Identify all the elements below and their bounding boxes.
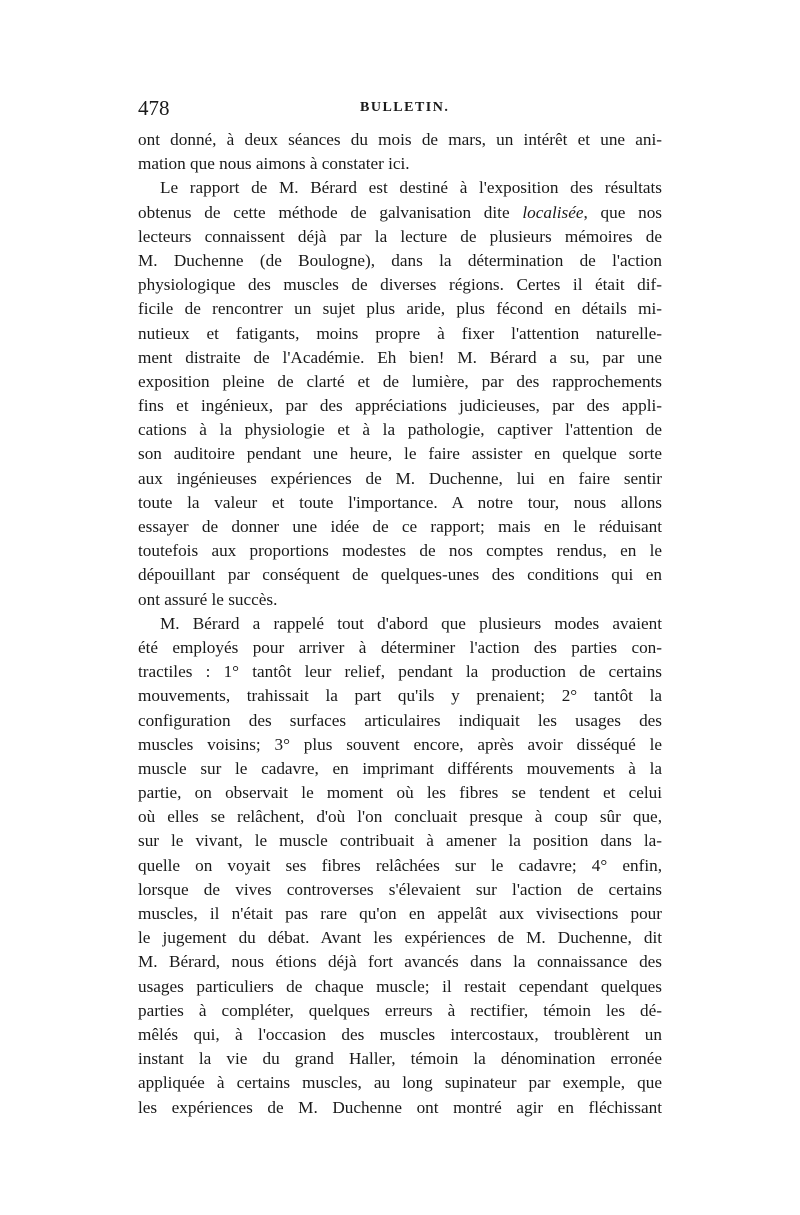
text-line: fins et ingénieux, par des appréciations judicieuses, par des appli-: [138, 396, 662, 416]
text-line: [138, 201, 662, 225]
text-line: muscles, il n'était pas rare qu'on en appelât aux vivisections pour: [138, 904, 662, 923]
text-line: ont donné, à deux séances du mois de mars, un intérêt et une ani-: [138, 130, 662, 149]
text-line: mation que nous aimons à constater ici.: [138, 154, 410, 174]
text-line: physiologique des muscles de diverses régions. Certes il était dif-: [138, 275, 662, 295]
text-line: M. Bérard a rappelé tout d'abord que plusieurs modes avaient: [160, 613, 662, 633]
text-line: sur le vivant, le muscle contribuait à amener la position dans la-: [138, 831, 662, 851]
text-line: configuration des surfaces articulaires indiquait les usages des: [138, 710, 662, 730]
text-segment: obtenus de cette méthode de galvanisation dite: [138, 202, 523, 222]
text-line: le jugement du débat. Avant les expériences de M. Duchenne, dit: [138, 928, 662, 948]
italic-term: localisée: [522, 202, 584, 222]
page-header: [138, 96, 662, 122]
text-line: toutefois aux proportions modestes de nos comptes rendus, en le: [138, 541, 662, 561]
text-line: essayer de donner une idée de ce rapport; mais en le réduisant: [138, 517, 662, 536]
text-line: lecteurs connaissent déjà par la lecture de plusieurs mémoires de: [138, 226, 662, 246]
text-line: muscles voisins; 3° plus souvent encore, après avoir disséqué le: [138, 734, 662, 754]
text-segment: , que nos: [583, 202, 662, 222]
book-page: [138, 96, 662, 1120]
text-line: muscle sur le cadavre, en imprimant différents mouvements à la: [138, 758, 662, 778]
text-line: exposition pleine de clarté et de lumière, par des rapprochements: [138, 371, 662, 391]
text-line: son auditoire pendant une heure, le faire assister en quelque sorte: [138, 444, 662, 464]
text-line: Le rapport de M. Bérard est destiné à l'exposition des résultats: [160, 178, 662, 198]
text-line: où elles se relâchent, d'où l'on concluait presque à coup sûr que,: [138, 807, 662, 827]
text-line: appliquée à certains muscles, au long supinateur par exemple, que: [138, 1073, 662, 1093]
text-line: lorsque de vives controverses s'élevaient sur l'action de certains: [138, 879, 662, 899]
text-line: tractiles : 1° tantôt leur relief, pendant la production de certains: [138, 662, 662, 682]
text-line: instant la vie du grand Haller, témoin la dénomination erronée: [138, 1049, 662, 1069]
text-line: toute la valeur et toute l'importance. A notre tour, nous allons: [138, 492, 662, 512]
text-line: aux ingénieuses expériences de M. Duchenne, lui en faire sentir: [138, 468, 662, 488]
text-line: usages particuliers de chaque muscle; il restait cependant quelques: [138, 976, 662, 996]
text-line: dépouillant par conséquent de quelques-unes des conditions qui en: [138, 565, 662, 585]
text-line: ont assuré le succès.: [138, 589, 278, 609]
text-line: les expériences de M. Duchenne ont montré agir en fléchissant: [138, 1097, 662, 1117]
body-text: [138, 128, 662, 1120]
page-number: 478: [138, 96, 170, 120]
text-line: ficile de rencontrer un sujet plus aride, plus fécond en détails mi-: [138, 299, 662, 319]
text-line: mêlés qui, à l'occasion des muscles intercostaux, troublèrent un: [138, 1024, 662, 1044]
text-line: ment distraite de l'Académie. Eh bien! M. Bérard a su, par une: [138, 347, 662, 367]
text-line: cations à la physiologie et à la pathologie, captiver l'attention de: [138, 420, 662, 440]
text-line: M. Duchenne (de Boulogne), dans la détermination de l'action: [138, 250, 662, 270]
running-head: BULLETIN.: [360, 100, 450, 115]
text-line: partie, on observait le moment où les fibres se tendent et celui: [138, 783, 662, 803]
text-line: mouvements, trahissait la part qu'ils y prenaient; 2° tantôt la: [138, 686, 662, 706]
text-line: parties à compléter, quelques erreurs à rectifier, témoin les dé-: [138, 1000, 662, 1020]
text-line: été employés pour arriver à déterminer l'action des parties con-: [138, 637, 662, 657]
text-line: quelle on voyait ses fibres relâchées sur le cadavre; 4° enfin,: [138, 855, 662, 875]
text-line: M. Bérard, nous étions déjà fort avancés dans la connaissance des: [138, 952, 662, 972]
text-line: nutieux et fatigants, moins propre à fixer l'attention naturelle-: [138, 323, 662, 343]
